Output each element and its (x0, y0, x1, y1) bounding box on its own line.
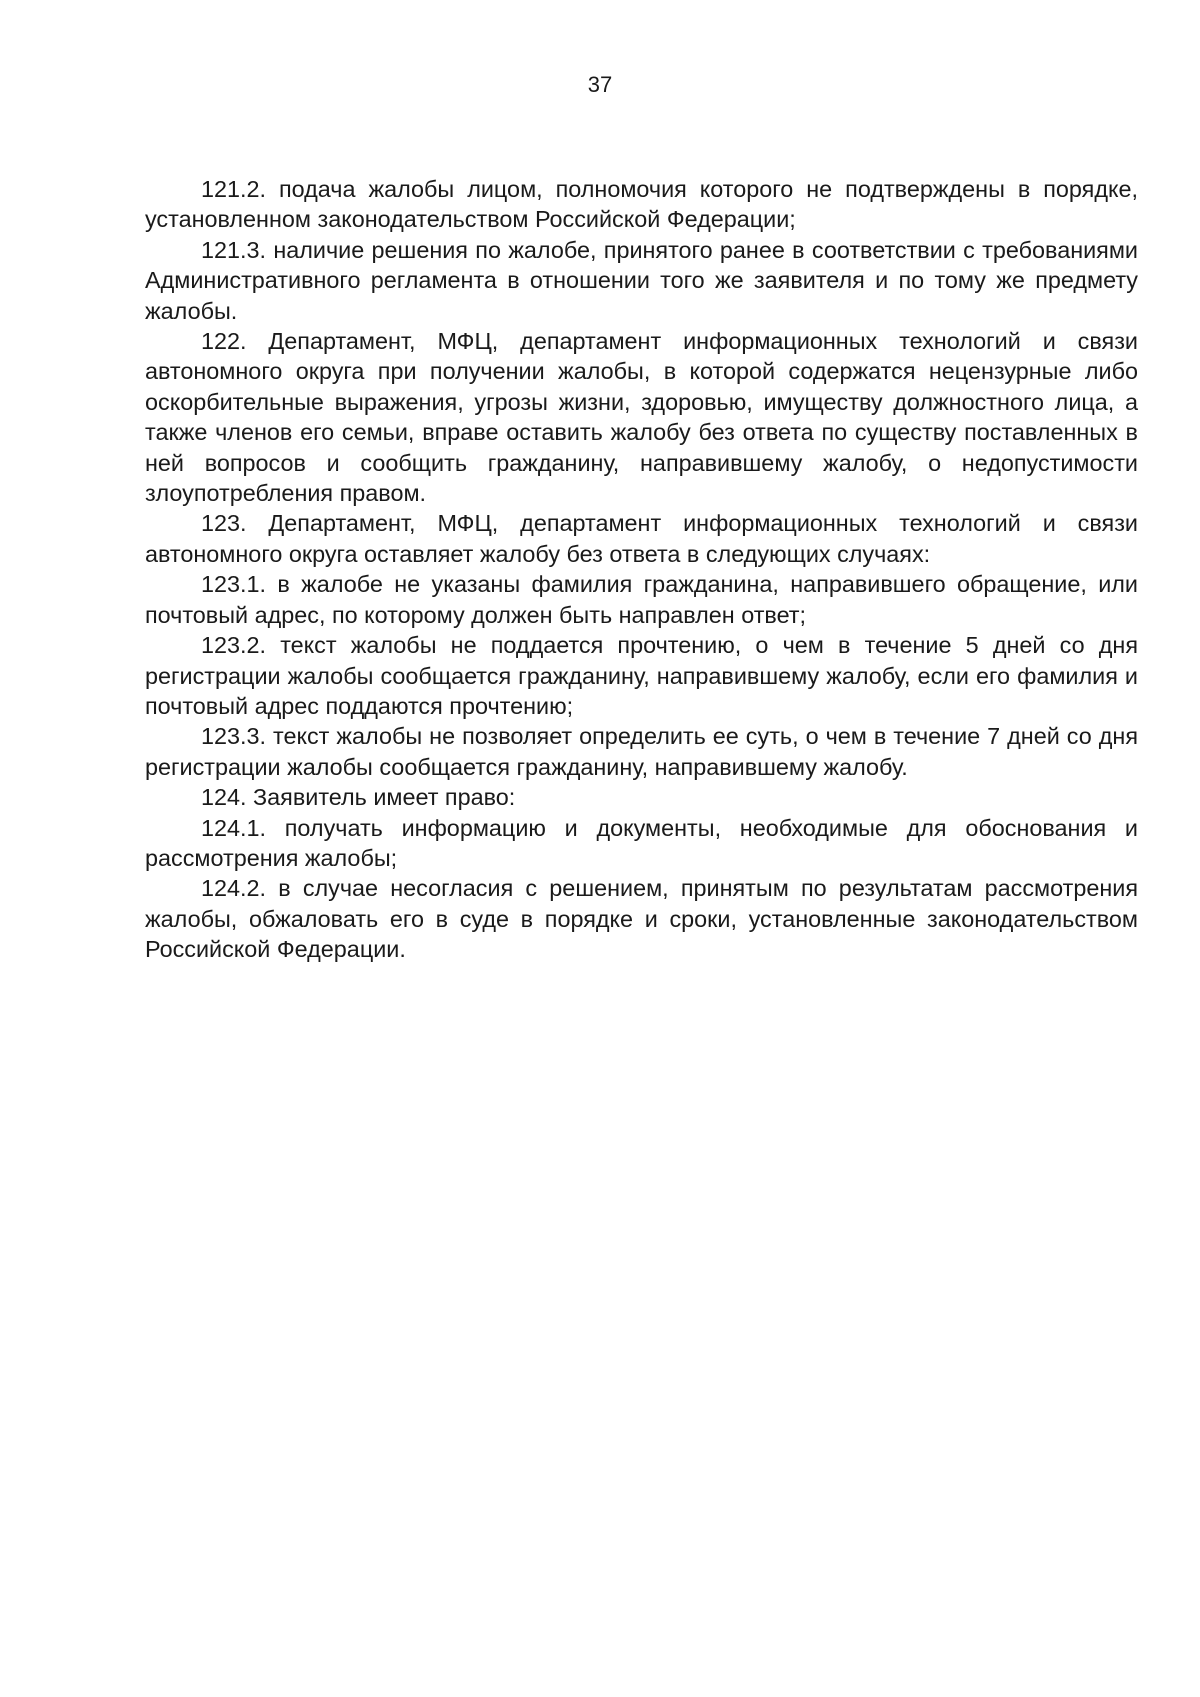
paragraph-124: 124. Заявитель имеет право: (201, 784, 516, 811)
paragraph-122: 122. Департамент, МФЦ, департамент информационных технологий и связи автономного округа при получении жалобы, в которой содержатся нецензурные либо оскорбительные выражения, угрозы жизни, здоровью, имуществу должностного лица, а также членов его семьи, вправе оставить жалобу без ответа по существу поставленных в ней вопросов и сообщить гражданину, направившему жалобу, о недопустимости злоупотребления правом. (145, 328, 1138, 507)
paragraph-121-2: 121.2. подача жалобы лицом, полномочия которого не подтверждены в порядке, установленном законодательством Российской Федерации; (145, 176, 1138, 233)
page-number: 37 (587, 72, 613, 97)
paragraph-121-3: 121.3. наличие решения по жалобе, принятого ранее в соответствии с требованиями Административного регламента в отношении того же заявителя и по тому же предмету жалобы. (145, 236, 1138, 324)
paragraph-124-1: 124.1. получать информацию и документы, необходимые для обоснования и рассмотрения жалобы; (145, 814, 1138, 871)
paragraph-123: 123. Департамент, МФЦ, департамент информационных технологий и связи автономного округа оставляет жалобу без ответа в следующих случаях: (145, 510, 1138, 567)
paragraph-123-3: 123.3. текст жалобы не позволяет определить ее суть, о чем в течение 7 дней со дня регистрации жалобы сообщается гражданину, направившему жалобу. (145, 723, 1138, 780)
paragraph-123-1: 123.1. в жалобе не указаны фамилия гражданина, направившего обращение, или почтовый адрес, по которому должен быть направлен ответ; (145, 571, 1138, 628)
paragraph-124-2: 124.2. в случае несогласия с решением, принятым по результатам рассмотрения жалобы, обжаловать его в суде в порядке и сроки, установленные законодательством Российской Федерации. (145, 875, 1138, 963)
document-body (145, 174, 1138, 965)
paragraph-123-2: 123.2. текст жалобы не поддается прочтению, о чем в течение 5 дней со дня регистрации жалобы сообщается гражданину, направившему жалобу, если его фамилия и почтовый адрес поддаются прочтению; (145, 632, 1138, 719)
